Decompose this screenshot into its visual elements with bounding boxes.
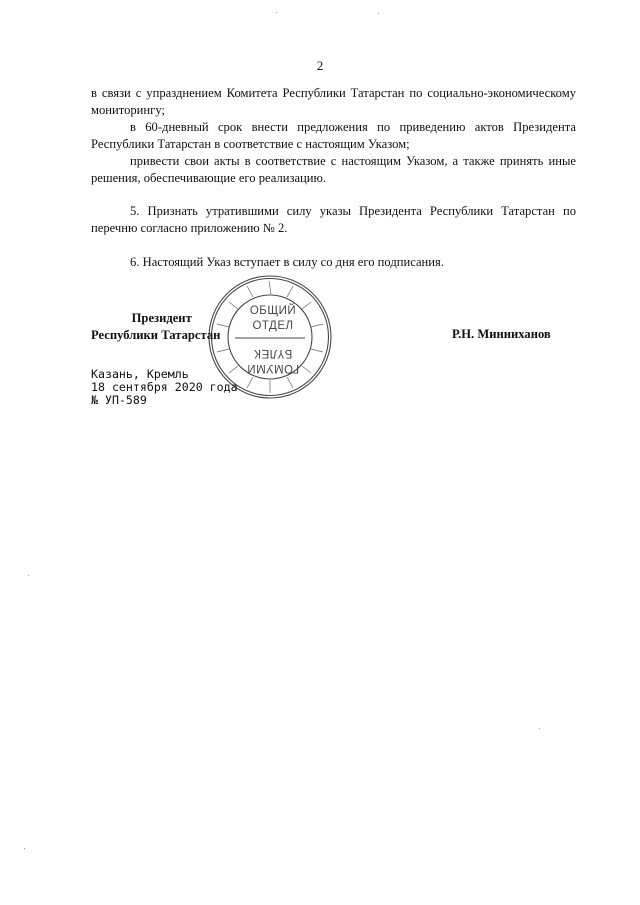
- stamp-center-line4: ГОМУМИ: [246, 362, 300, 374]
- paragraph-item-6: 6. Настоящий Указ вступает в силу со дня его подписания.: [130, 255, 444, 269]
- scan-speck: [276, 12, 277, 13]
- issue-date: 18 сентября 2020 года: [91, 380, 238, 394]
- signatory-title-line2: Республики Татарстан: [91, 328, 221, 342]
- scan-speck: [24, 848, 25, 849]
- scan-speck: [539, 728, 540, 729]
- place-and-date-block: [91, 368, 238, 407]
- signatory-name: Р.Н. Минниханов: [452, 327, 551, 341]
- scan-speck: [378, 13, 379, 14]
- issue-place: Казань, Кремль: [91, 367, 189, 381]
- paragraph-abolition-committee: в связи с упразднением Комитета Республики Татарстан по социально-экономическому мониторингу;: [91, 86, 576, 117]
- stamp-center-line1: ОБЩИЙ: [249, 305, 297, 317]
- paragraph-proposals-deadline: в 60-дневный срок внести предложения по приведению актов Президента Республики Татарстан в соответствие с настоящим Указом;: [91, 120, 576, 151]
- scan-speck: [28, 575, 29, 576]
- document-body: [91, 85, 576, 271]
- stamp-center-line2: ОТДЕЛ: [252, 320, 294, 332]
- paragraph-bring-acts-into-compliance: привести свои акты в соответствие с настоящим Указом, а также принять иные решения, обеспечивающие его реализацию.: [91, 154, 576, 185]
- page-number: 2: [316, 58, 324, 73]
- decree-number: № УП-589: [91, 393, 147, 407]
- signatory-title-line1: Президент: [131, 311, 192, 325]
- stamp-center-line3: БҮЛЕК: [253, 347, 293, 359]
- paragraph-item-5: 5. Признать утратившими силу указы Президента Республики Татарстан по перечню согласно приложению № 2.: [91, 204, 576, 235]
- signatory-title: [91, 310, 220, 344]
